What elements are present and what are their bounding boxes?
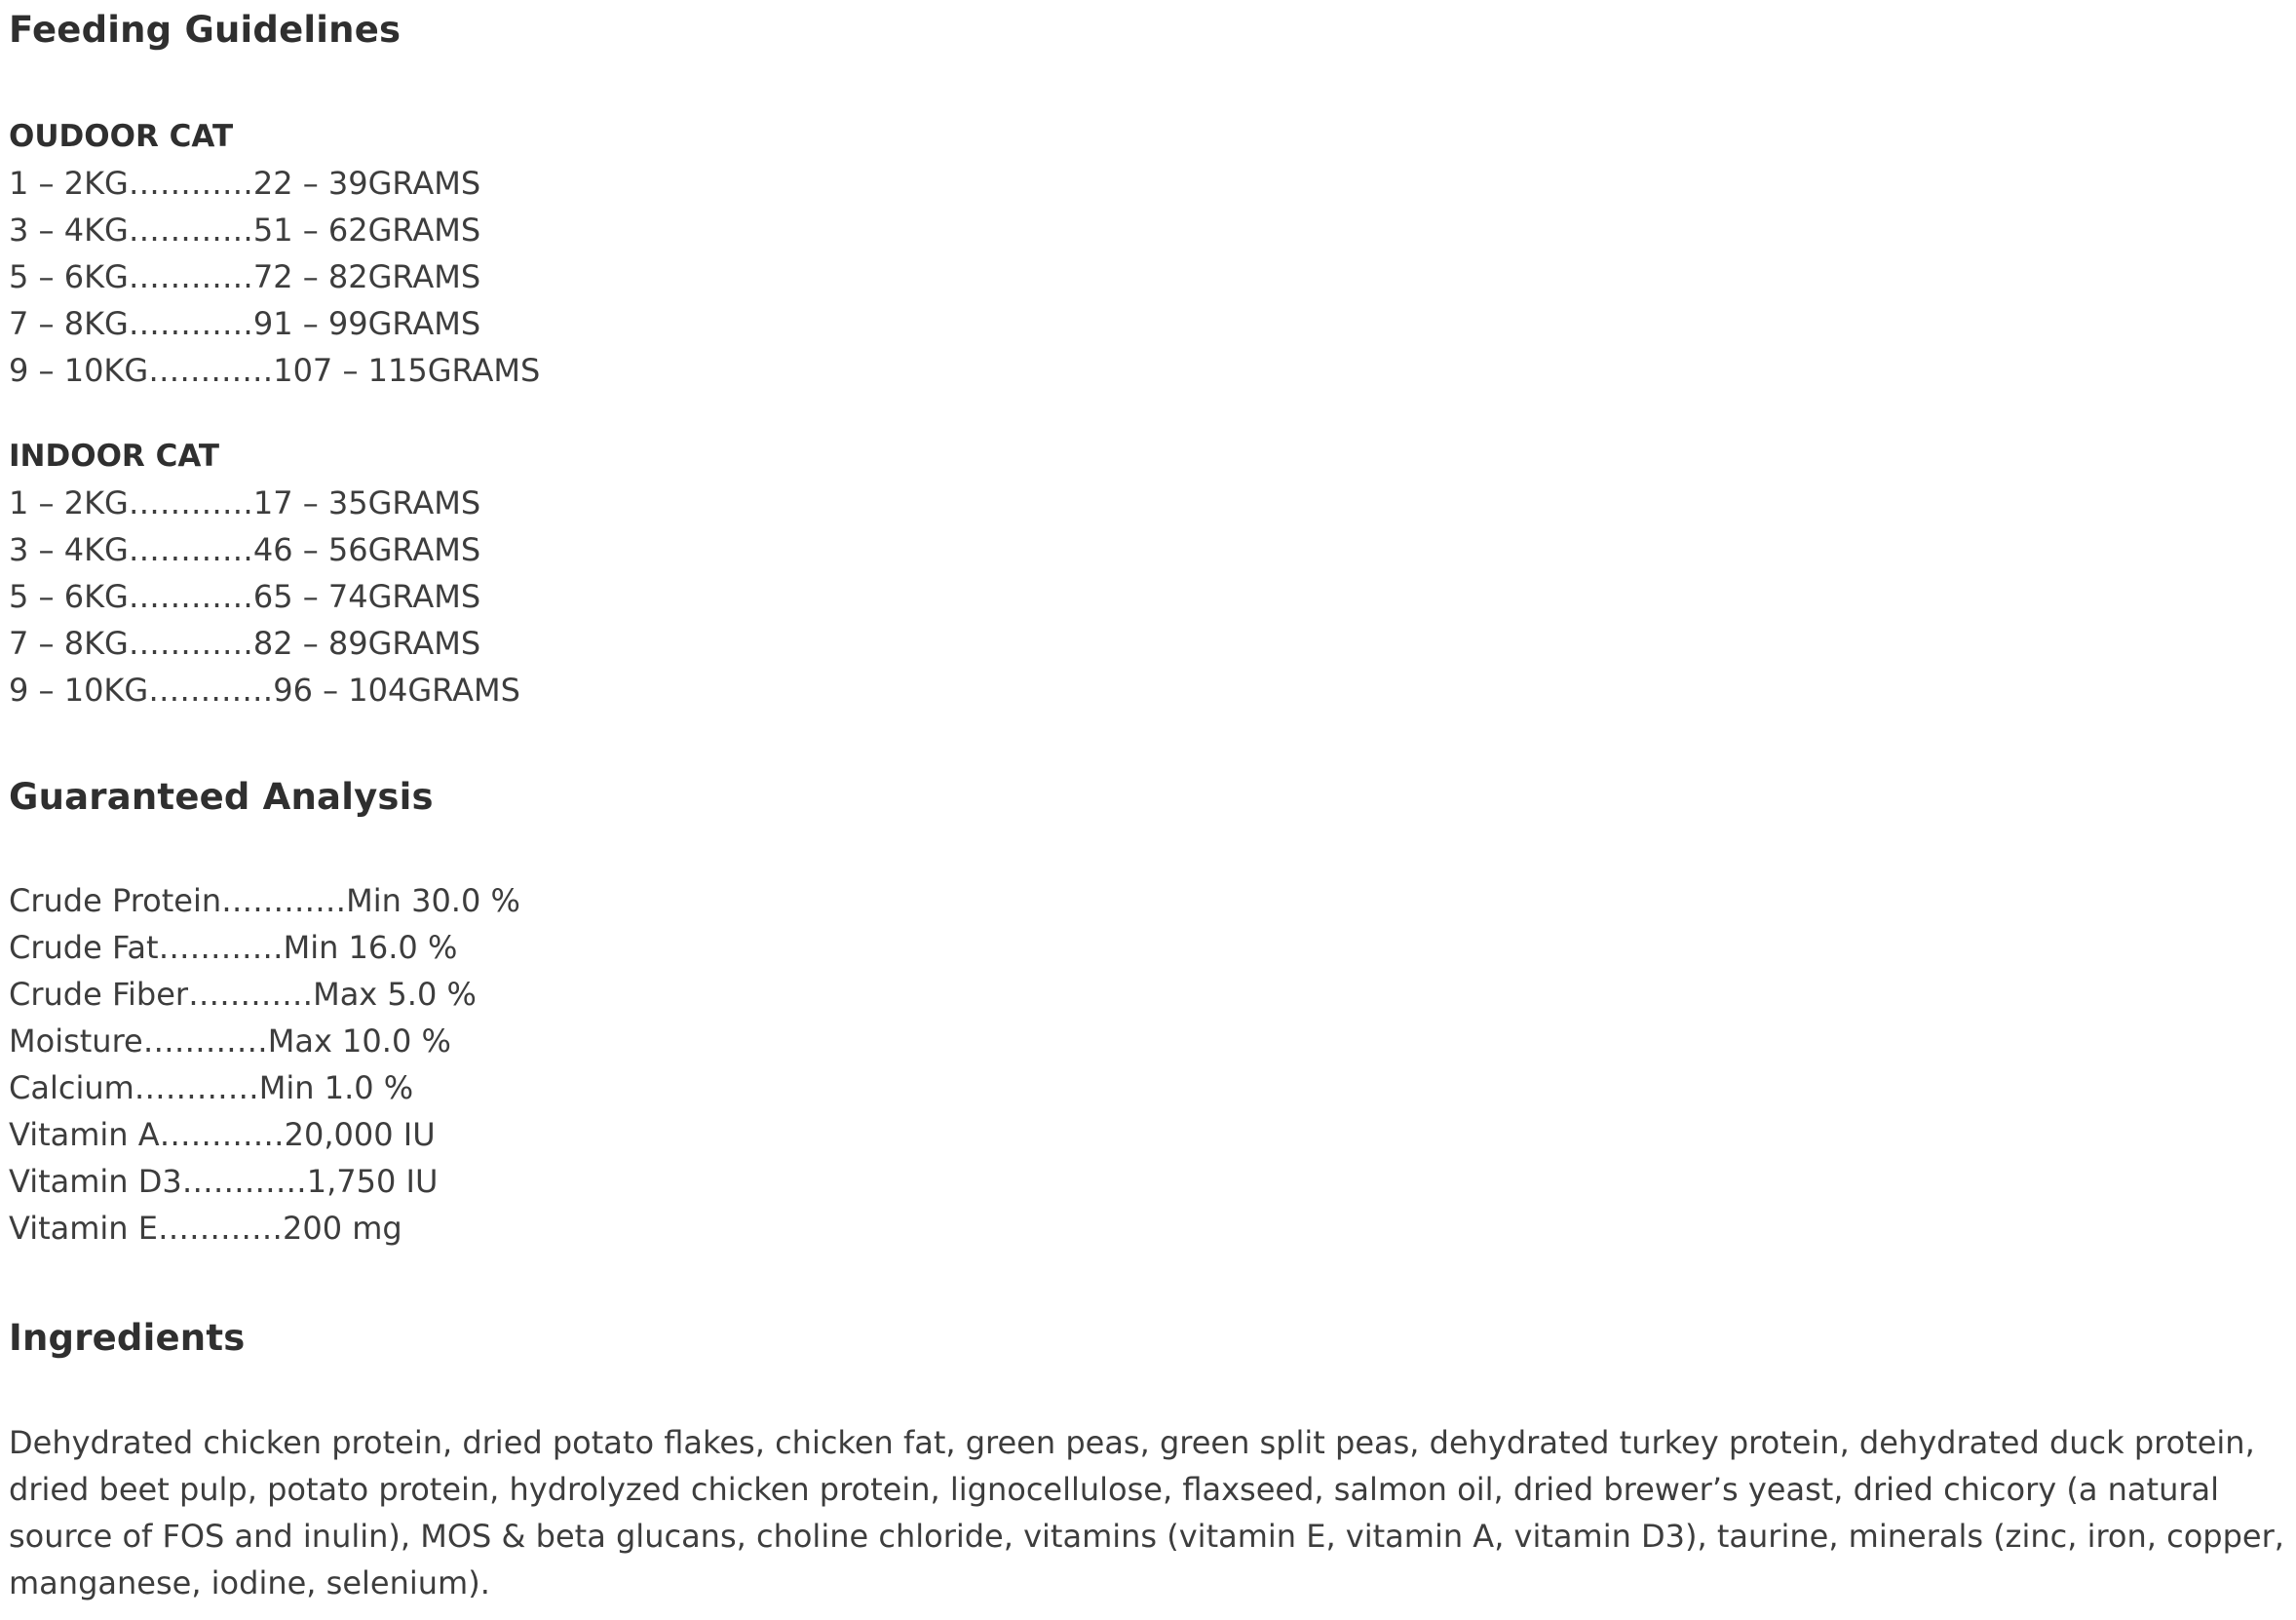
indoor-feeding-row: 5 – 6KG…………65 – 74GRAMS: [9, 578, 481, 615]
indoor-feeding-row: 9 – 10KG…………96 – 104GRAMS: [9, 672, 520, 709]
outdoor-feeding-row: 5 – 6KG…………72 – 82GRAMS: [9, 258, 481, 295]
outdoor-feeding-row: 1 – 2KG…………22 – 39GRAMS: [9, 165, 481, 202]
guaranteed-analysis-heading: Guaranteed Analysis: [9, 776, 434, 818]
ingredients-text: Dehydrated chicken protein, dried potato flakes, chicken fat, green peas, green split peas, dehydrated turkey protein, dehydrated duck protein, dried beet pulp, potato protein, hydrolyzed chicken protein, lignocellulose, flaxseed, salmon oil, dried brewer’s yeast, dried chicory (a natural source of FOS and inulin), MOS & beta glucans, choline chloride, vitamins (vitamin E, vitamin A, vitamin D3), taurine, minerals (zinc, iron, copper, manganese, iodine, selenium).: [9, 1424, 2284, 1601]
analysis-row: Vitamin D3…………1,750 IU: [9, 1163, 439, 1200]
outdoor-feeding-row: 7 – 8KG…………91 – 99GRAMS: [9, 305, 481, 342]
ingredients-heading: Ingredients: [9, 1317, 246, 1359]
analysis-row: Crude Fiber…………Max 5.0 %: [9, 976, 477, 1013]
outdoor-feeding-row: 9 – 10KG…………107 – 115GRAMS: [9, 352, 541, 389]
feeding-guidelines-heading: Feeding Guidelines: [9, 9, 402, 51]
analysis-row: Vitamin A…………20,000 IU: [9, 1116, 436, 1153]
indoor-cat-group: [9, 433, 520, 714]
indoor-feeding-row: 7 – 8KG…………82 – 89GRAMS: [9, 625, 481, 662]
indoor-feeding-row: 3 – 4KG…………46 – 56GRAMS: [9, 531, 481, 568]
analysis-list: [9, 877, 520, 1252]
analysis-row: Moisture…………Max 10.0 %: [9, 1022, 451, 1060]
analysis-row: Vitamin E…………200 mg: [9, 1210, 402, 1247]
analysis-row: Calcium…………Min 1.0 %: [9, 1069, 414, 1106]
outdoor-cat-title: OUDOOR CAT: [9, 119, 234, 154]
outdoor-feeding-row: 3 – 4KG…………51 – 62GRAMS: [9, 212, 481, 249]
indoor-feeding-row: 1 – 2KG…………17 – 35GRAMS: [9, 484, 481, 521]
outdoor-cat-group: [9, 113, 540, 394]
analysis-row: Crude Fat…………Min 16.0 %: [9, 929, 458, 966]
analysis-row: Crude Protein…………Min 30.0 %: [9, 882, 520, 919]
indoor-cat-title: INDOOR CAT: [9, 439, 220, 474]
